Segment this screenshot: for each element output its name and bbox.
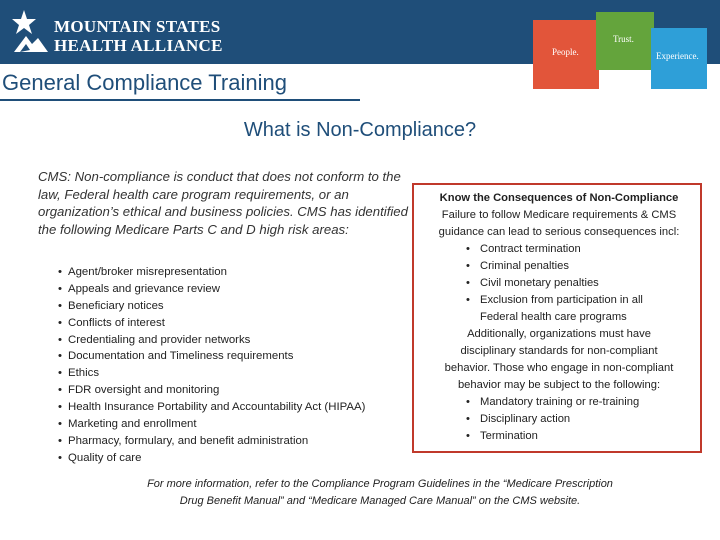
brand-logo xyxy=(10,8,223,58)
risk-areas-list xyxy=(58,264,365,467)
list-item: • Mandatory training or re-training xyxy=(466,396,640,408)
list-item: • Documentation and Timeliness requirements xyxy=(58,350,294,363)
list-item: • Beneficiary notices xyxy=(58,299,164,312)
footer-line-2: Drug Benefit Manual” and “Medicare Managed Care Manual” on the CMS website. xyxy=(179,495,581,507)
intro-paragraph: CMS: Non-compliance is conduct that does not conform to the law, Federal health care program requirements, or an organization’s ethical and business policies. CMS has identified the following Medicare Parts C and D high risk areas: xyxy=(38,169,408,237)
experience-label: Experience. xyxy=(656,51,699,61)
list-item: • Exclusion from participation in all xyxy=(466,294,643,306)
list-item: • Contract termination xyxy=(466,243,581,255)
section-title: General Compliance Training xyxy=(2,70,287,95)
slide-title xyxy=(0,119,720,142)
list-item: • FDR oversight and monitoring xyxy=(58,384,220,397)
people-tile xyxy=(533,20,599,89)
list-item: • Credentialing and provider networks xyxy=(58,333,251,346)
list-item: • Conflicts of interest xyxy=(58,316,165,329)
consequences-line-2: guidance can lead to serious consequences incl: xyxy=(438,226,680,238)
consequences-box xyxy=(412,183,702,453)
list-item: • Agent/broker misrepresentation xyxy=(58,266,227,278)
slide-title-text: What is Non-Compliance? xyxy=(243,119,477,141)
list-item: • Termination xyxy=(466,430,538,442)
consequences-line-1: Failure to follow Medicare requirements & CMS xyxy=(441,209,677,221)
list-item: • Appeals and grievance review xyxy=(58,282,220,295)
people-label: People. xyxy=(552,47,579,57)
additional-line-2: disciplinary standards for non-compliant xyxy=(460,345,658,357)
brand-name-line1: MOUNTAIN STATES xyxy=(54,17,221,36)
footer-note xyxy=(100,476,660,510)
list-item: • Pharmacy, formulary, and benefit administration xyxy=(58,434,309,447)
list-item: • Quality of care xyxy=(58,451,142,464)
list-item: • Criminal penalties xyxy=(466,260,569,272)
star-mountain-logo-icon xyxy=(10,8,50,56)
title-divider xyxy=(0,99,360,101)
list-item: • Marketing and enrollment xyxy=(58,418,197,431)
list-item: • Civil monetary penalties xyxy=(466,277,599,289)
list-item: • Disciplinary action xyxy=(466,413,571,425)
consequences-heading: Know the Consequences of Non-Compliance xyxy=(439,192,679,204)
list-item: • Ethics xyxy=(58,367,100,380)
list-item-continuation: Federal health care programs xyxy=(480,311,627,323)
footer-line-1: For more information, refer to the Compliance Program Guidelines in the “Medicare Prescription xyxy=(147,478,613,490)
additional-line-1: Additionally, organizations must have xyxy=(467,328,651,340)
additional-line-3: behavior. Those who engage in non-compliant xyxy=(444,362,674,374)
trust-label: Trust. xyxy=(613,34,634,44)
experience-tile xyxy=(651,28,707,89)
brand-name-line2: HEALTH ALLIANCE xyxy=(54,36,223,55)
additional-line-4: behavior may be subject to the following: xyxy=(457,379,661,391)
list-item: • Health Insurance Portability and Accountability Act (HIPAA) xyxy=(58,401,366,414)
trust-tile xyxy=(596,12,654,70)
